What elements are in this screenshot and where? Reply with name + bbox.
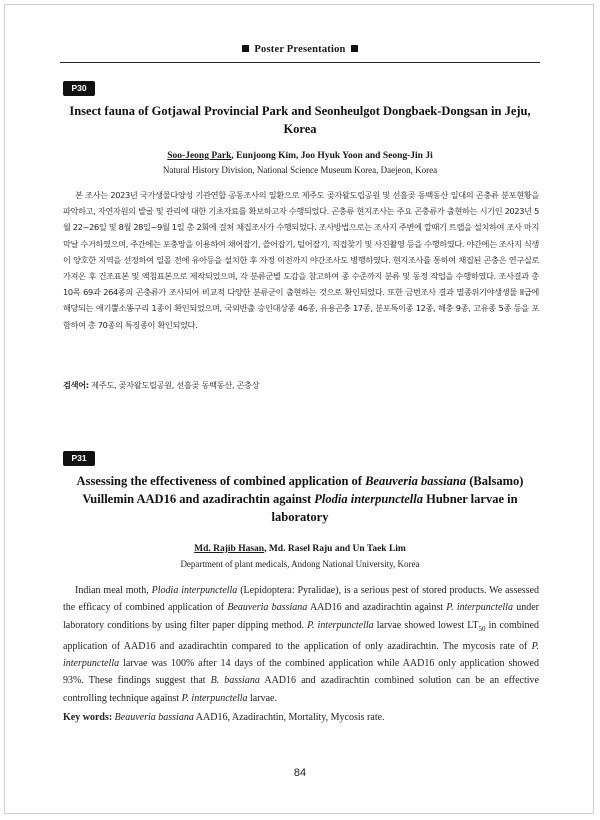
abstract-text: Indian meal moth, — [75, 585, 152, 596]
keywords-p30 — [63, 379, 539, 391]
species-name: B. bassiana — [210, 675, 260, 687]
abstract-body-p31 — [63, 582, 539, 707]
abstract-text: under laboratory conditions by using filter paper dipping method. — [63, 602, 539, 631]
species-name: P. interpunctella — [63, 640, 539, 670]
title-species: Beauveria bassiana — [365, 474, 467, 488]
abstract-tag-p30: P30 — [63, 81, 95, 96]
abstract-text: larvae was 100% after 14 days of the combined application while AAD16 only application showed 93%. These findings suggest that — [63, 658, 539, 687]
keywords-text: 제주도, 곶자왈도립공원, 선흘곶 동백동산, 곤충상 — [88, 380, 260, 390]
title-text: Assessing the effectiveness of combined application of — [76, 474, 366, 488]
presenting-author: Soo-Jeong Park — [167, 151, 232, 161]
affiliation-p30: Natural History Division, National Science Museum Korea, Daejeon, Korea — [162, 165, 438, 175]
author-list-p31 — [60, 543, 540, 556]
coauthors: , Eunjoong Kim, Joo Hyuk Yoon and Seong-Jin Ji — [231, 151, 433, 161]
title-species: Plodia interpunctella — [314, 492, 423, 506]
keywords-label: 검색어: — [63, 380, 89, 390]
page-number: 84 — [293, 767, 307, 779]
abstract-text: larvae showed lowest LT — [373, 619, 479, 631]
keywords-species: Beauveria bassiana — [114, 712, 194, 723]
abstract-title-p31 — [60, 472, 540, 526]
affiliation-p31: Department of plant medicals, Andong National University, Korea — [180, 559, 420, 569]
species-name: Beauveria bassiana — [227, 602, 308, 614]
presenting-author: Md. Rajib Hasan — [194, 544, 265, 554]
keywords-label: Key words: — [63, 712, 113, 723]
species-name: Plodia interpunctella — [151, 585, 238, 596]
abstract-text: AAD16 and azadirachtin against — [307, 602, 447, 614]
abstract-title-p30: Insect fauna of Gotjawal Provincial Park and Seonheulgot Dongbaek-Dongsan in Jeju, Korea — [69, 104, 531, 136]
header-divider — [60, 62, 540, 63]
section-header — [0, 44, 600, 55]
section-header-label: Poster Presentation — [254, 44, 346, 55]
abstract-text: AAD16 and azadirachtin combined solution can be an effective controlling technique against — [63, 675, 539, 704]
species-name: P. interpunctella — [181, 692, 248, 704]
abstract-tag-p31: P31 — [63, 451, 95, 466]
square-bullet-icon — [242, 45, 249, 52]
keywords-p31 — [63, 711, 539, 725]
title-text: (Balsamo) Vuillemin AAD16 and azadirachtin against — [82, 474, 524, 506]
abstract-text: larvae. — [247, 692, 277, 704]
abstract-text: (Lepidoptera: Pyralidae), is a serious pest of stored products. We assessed the efficacy of combined application of — [63, 585, 539, 614]
species-name: P. interpunctella — [446, 602, 513, 614]
species-name: P. interpunctella — [307, 619, 374, 631]
author-list-p30 — [60, 150, 540, 163]
title-text: Hubner larvae in laboratory — [271, 492, 518, 524]
abstract-text: in combined application of AAD16 and azadirachtin compared to the application of only azadirachtin. The mycosis rate of — [63, 619, 539, 652]
square-bullet-icon — [351, 45, 358, 52]
keywords-text: AAD16, Azadirachtin, Mortality, Mycosis rate. — [193, 712, 385, 723]
abstract-body-p30: 본 조사는 2023년 국가생물다양성 기관연합 공동조사의 일환으로 제주도 곶자왈도립공원 및 선흘곶 동백동산 일대의 곤충류 분포현황을 파악하고, 자연자원의 발굴 및 관리에 대한 기초자료를 확보하고자 수행되었다. 곤충류 현지조사는 주요 곤충류가 출현하는 시기인 2023년 5월 22~26일 및 8월 28일~9월 1일 총 2회에 걸쳐 채집조사가 수행되었다. 조사방법으로는 조사지 주변에 깔때기 트랩을 설치하여 조사 마지막날 수거하였으며, 주간에는 포충망을 이용하여 채어잡기, 쓸어잡기, 털어잡기, 직접찾기 및 사진촬영 등을 수행하였다. 야간에는 조사지 식생이 양호한 지역을 선정하여 일몰 전에 유아등을 설치한 후 자정 이전까지 야간조사도 병행하였다. 현지조사를 통하여 채집된 곤충은 연구실로 가져온 후 건조표본 및 액침표본으로 제작되었으며, 각 분류군별 도감을 참고하여 종 수준까지 분류 및 동정 작업을 수행하였다. 조사결과 총 10목 69과 264종의 곤충류가 조사되어 비교적 다양한 분류군이 출현하는 것으로 확인되었다. 또한 금번조사 결과 멸종위기야생생물 II급에 해당되는 애기뿔소똥구리 1종이 확인되었으며, 국외반출 승인대상종 46종, 유용곤충 17종, 분포특이종 12종, 해충 9종, 고유종 5종 등을 포함하여 총 70종의 특징종이 확인되었다. — [63, 190, 539, 330]
coauthors: , Md. Rasel Raju and Un Taek Lim — [264, 544, 406, 554]
subscript: 50 — [478, 624, 486, 633]
